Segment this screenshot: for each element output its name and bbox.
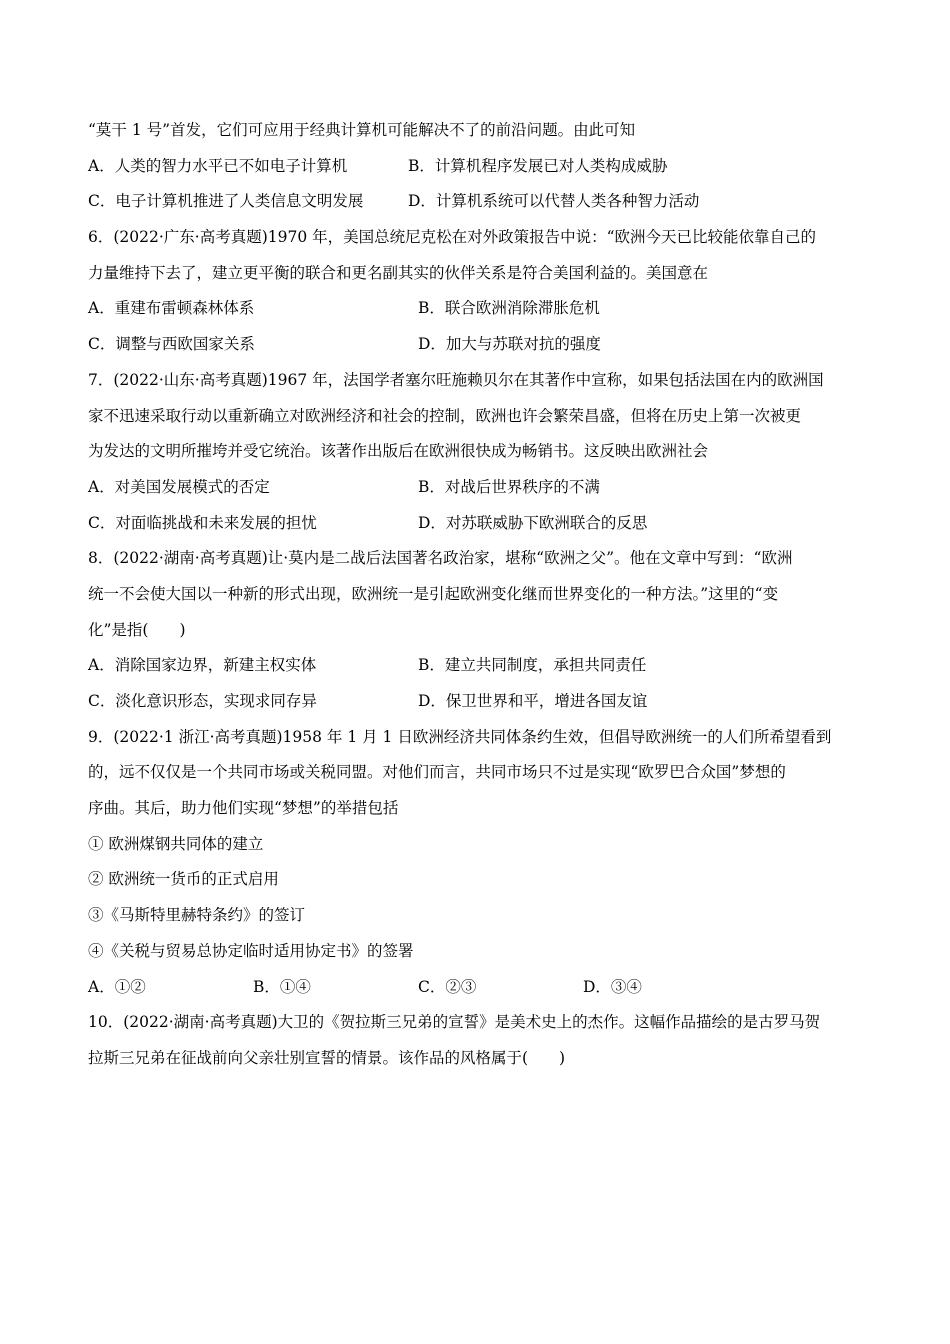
- q8-option-c[interactable]: C．淡化意识形态，实现求同存异: [88, 692, 317, 710]
- q9-item: ③《马斯特里赫特条约》的签订: [88, 906, 306, 925]
- q9-item: ② 欧洲统一货币的正式启用: [88, 870, 279, 889]
- q8-stem-line: 8．(2022·湖南·高考真题)让·莫内是二战后法国著名政治家，堪称“欧洲之父”。他在文章中写到：“欧洲: [88, 549, 793, 568]
- q10-stem-line: 10．(2022·湖南·高考真题)大卫的《贺拉斯三兄弟的宣誓》是美术史上的杰作。这幅作品描绘的是古罗马贺: [88, 1013, 821, 1032]
- q6-stem-line: 6．(2022·广东·高考真题)1970 年，美国总统尼克松在对外政策报告中说：“欧洲今天已比较能依靠自己的: [88, 228, 817, 247]
- q6-option-b[interactable]: B．联合欧洲消除滞胀危机: [418, 299, 600, 318]
- q9-item: ④《关税与贸易总协定临时适用协定书》的签署: [88, 941, 414, 960]
- q5-option-d[interactable]: D．计算机系统可以代替人类各种智力活动: [408, 192, 700, 211]
- q7-option-a[interactable]: A．对美国发展模式的否定: [88, 477, 270, 496]
- q9-option-a[interactable]: A．①②: [88, 977, 146, 996]
- q7-stem-line: 家不迅速采取行动以重新确立对欧洲经济和社会的控制，欧洲也许会繁荣昌盛，但将在历史上第一次被更: [88, 406, 802, 425]
- q6-option-a[interactable]: A．重建布雷顿森林体系: [88, 299, 255, 318]
- q5-stem-tail: “莫干 1 号”首发，它们可应用于经典计算机可能解决不了的前沿问题。由此可知: [88, 121, 636, 139]
- q6-option-d[interactable]: D．加大与苏联对抗的强度: [418, 335, 601, 354]
- q7-options-row-2: [88, 506, 868, 542]
- q9-stem-line: 序曲。其后，助力他们实现“梦想”的举措包括: [88, 799, 399, 818]
- q8-stem-line: 化”是指( ): [88, 620, 186, 639]
- q9-option-c[interactable]: C．②③: [418, 977, 477, 996]
- q7-stem-line: 7．(2022·山东·高考真题)1967 年，法国学者塞尔旺施赖贝尔在其著作中宣称，如果包括法国在内的欧洲国: [88, 370, 824, 389]
- q6-option-c[interactable]: C．调整与西欧国家关系: [88, 335, 255, 354]
- q5-option-c[interactable]: C．电子计算机推进了人类信息文明发展: [88, 192, 364, 211]
- q7-options-row-1: [88, 470, 868, 506]
- exam-page: [88, 113, 868, 1077]
- q7-option-c[interactable]: C．对面临挑战和未来发展的担忧: [88, 513, 317, 532]
- q9-option-d[interactable]: D．③④: [583, 977, 642, 996]
- q9-stem-line: 的，远不仅仅是一个共同市场或关税同盟。对他们而言，共同市场只不过是实现“欧罗巴合众国”梦想的: [88, 763, 786, 782]
- q5-option-b[interactable]: B．计算机程序发展已对人类构成威胁: [408, 156, 668, 175]
- q6-options-row-1: [88, 291, 868, 327]
- q10-stem-line: 拉斯三兄弟在征战前向父亲壮别宣誓的情景。该作品的风格属于( ): [88, 1048, 566, 1067]
- q8-options-row-2: [88, 684, 868, 720]
- q8-option-b[interactable]: B．建立共同制度，承担共同责任: [418, 656, 647, 675]
- q8-option-a[interactable]: A．消除国家边界，新建主权实体: [88, 656, 317, 675]
- q8-options-row-1: [88, 648, 868, 684]
- q5-options-row-2: [88, 184, 868, 220]
- q9-option-b[interactable]: B．①④: [253, 977, 311, 996]
- q8-option-d[interactable]: D．保卫世界和平，增进各国友谊: [418, 692, 648, 710]
- q9-options-row: [88, 970, 868, 1006]
- q7-option-b[interactable]: B．对战后世界秩序的不满: [418, 477, 600, 496]
- q8-stem-line: 统一不会使大国以一种新的形式出现，欧洲统一是引起欧洲变化继而世界变化的一种方法。”这里的“变: [88, 584, 779, 603]
- q5-option-a[interactable]: A．人类的智力水平已不如电子计算机: [88, 156, 348, 175]
- q9-stem-line: 9．(2022·1 浙江·高考真题)1958 年 1 月 1 日欧洲经济共同体条约生效，但倡导欧洲统一的人们所希望看到: [88, 727, 832, 746]
- q6-options-row-2: [88, 327, 868, 363]
- q7-option-d[interactable]: D．对苏联威胁下欧洲联合的反思: [418, 513, 648, 532]
- q7-stem-line: 为发达的文明所摧垮并受它统治。该著作出版后在欧洲很快成为畅销书。这反映出欧洲社会: [88, 442, 709, 461]
- q5-options-row-1: [88, 149, 868, 185]
- q6-stem-line: 力量维持下去了，建立更平衡的联合和更名副其实的伙伴关系是符合美国利益的。美国意在: [88, 263, 709, 282]
- q9-item: ① 欧洲煤钢共同体的建立: [88, 834, 264, 853]
